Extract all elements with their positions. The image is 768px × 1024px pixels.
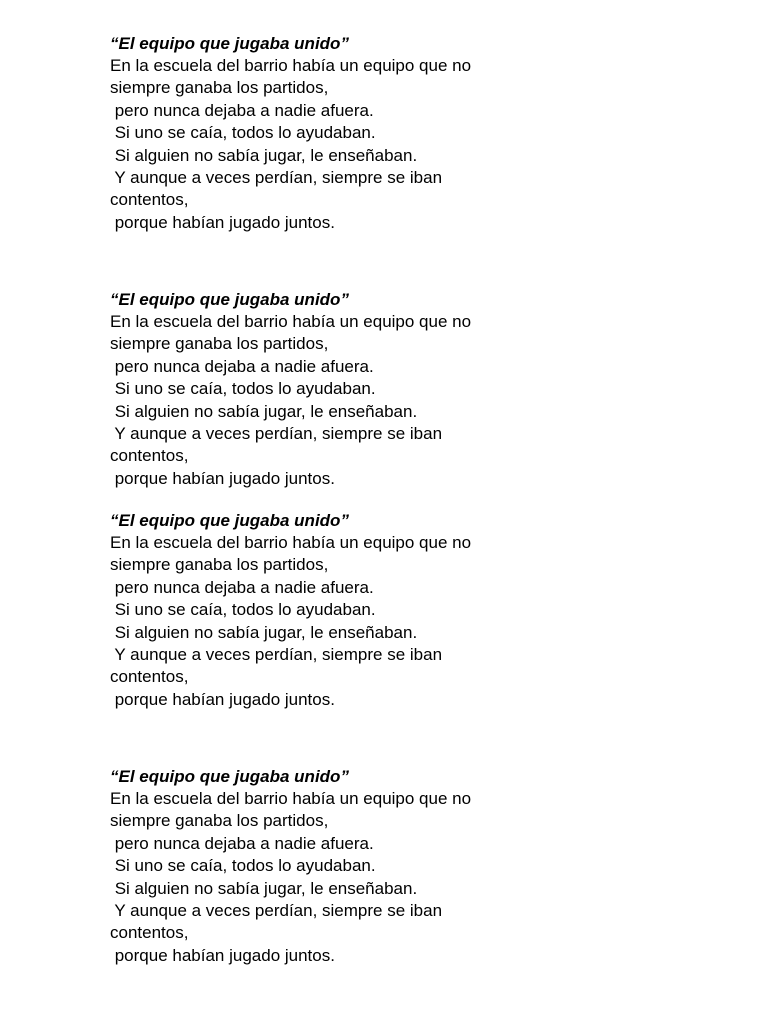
poem-line: siempre ganaba los partidos, <box>110 78 329 98</box>
poem-line: Y aunque a veces perdían, siempre se iban <box>110 167 443 187</box>
poem-line: contentos, <box>110 667 189 687</box>
poem-line: siempre ganaba los partidos, <box>110 555 329 575</box>
poem-block <box>110 510 530 711</box>
poem-line: siempre ganaba los partidos, <box>110 811 329 831</box>
poem-line: Si alguien no sabía jugar, le enseñaban. <box>110 622 418 642</box>
poem-line: contentos, <box>110 446 189 466</box>
poem-line: porque habían jugado juntos. <box>110 468 335 488</box>
poem-line: pero nunca dejaba a nadie afuera. <box>110 577 374 597</box>
poem-line: Si uno se caía, todos lo ayudaban. <box>110 123 376 143</box>
poem-line: En la escuela del barrio había un equipo que no <box>110 312 472 331</box>
poem-line: Si uno se caía, todos lo ayudaban. <box>110 379 376 399</box>
poem-line: contentos, <box>110 190 189 210</box>
poem-title: “El equipo que jugaba unido” <box>110 290 349 309</box>
poem-line: Si alguien no sabía jugar, le enseñaban. <box>110 401 418 421</box>
poem-line: Y aunque a veces perdían, siempre se iban <box>110 423 443 443</box>
poem-block <box>110 766 530 967</box>
poem-title: “El equipo que jugaba unido” <box>110 767 349 786</box>
poem-line: Y aunque a veces perdían, siempre se iban <box>110 900 443 920</box>
poem-line: pero nunca dejaba a nadie afuera. <box>110 356 374 376</box>
poem-block <box>110 289 530 490</box>
poem-line: siempre ganaba los partidos, <box>110 334 329 354</box>
poem-title: “El equipo que jugaba unido” <box>110 34 349 53</box>
poem-line: pero nunca dejaba a nadie afuera. <box>110 833 374 853</box>
poem-line: pero nunca dejaba a nadie afuera. <box>110 100 374 120</box>
poem-line: porque habían jugado juntos. <box>110 945 335 965</box>
poem-line: contentos, <box>110 923 189 943</box>
poem-line: porque habían jugado juntos. <box>110 212 335 232</box>
poem-line: Si uno se caía, todos lo ayudaban. <box>110 856 376 876</box>
poem-line: En la escuela del barrio había un equipo que no <box>110 789 472 808</box>
poem-line: Si alguien no sabía jugar, le enseñaban. <box>110 878 418 898</box>
poem-line: porque habían jugado juntos. <box>110 689 335 709</box>
poem-line: Si uno se caía, todos lo ayudaban. <box>110 600 376 620</box>
poem-line: En la escuela del barrio había un equipo que no <box>110 56 472 75</box>
poem-title: “El equipo que jugaba unido” <box>110 511 349 530</box>
poem-line: Y aunque a veces perdían, siempre se iban <box>110 644 443 664</box>
poem-block <box>110 33 530 234</box>
poem-line: En la escuela del barrio había un equipo que no <box>110 533 472 552</box>
poem-line: Si alguien no sabía jugar, le enseñaban. <box>110 145 418 165</box>
